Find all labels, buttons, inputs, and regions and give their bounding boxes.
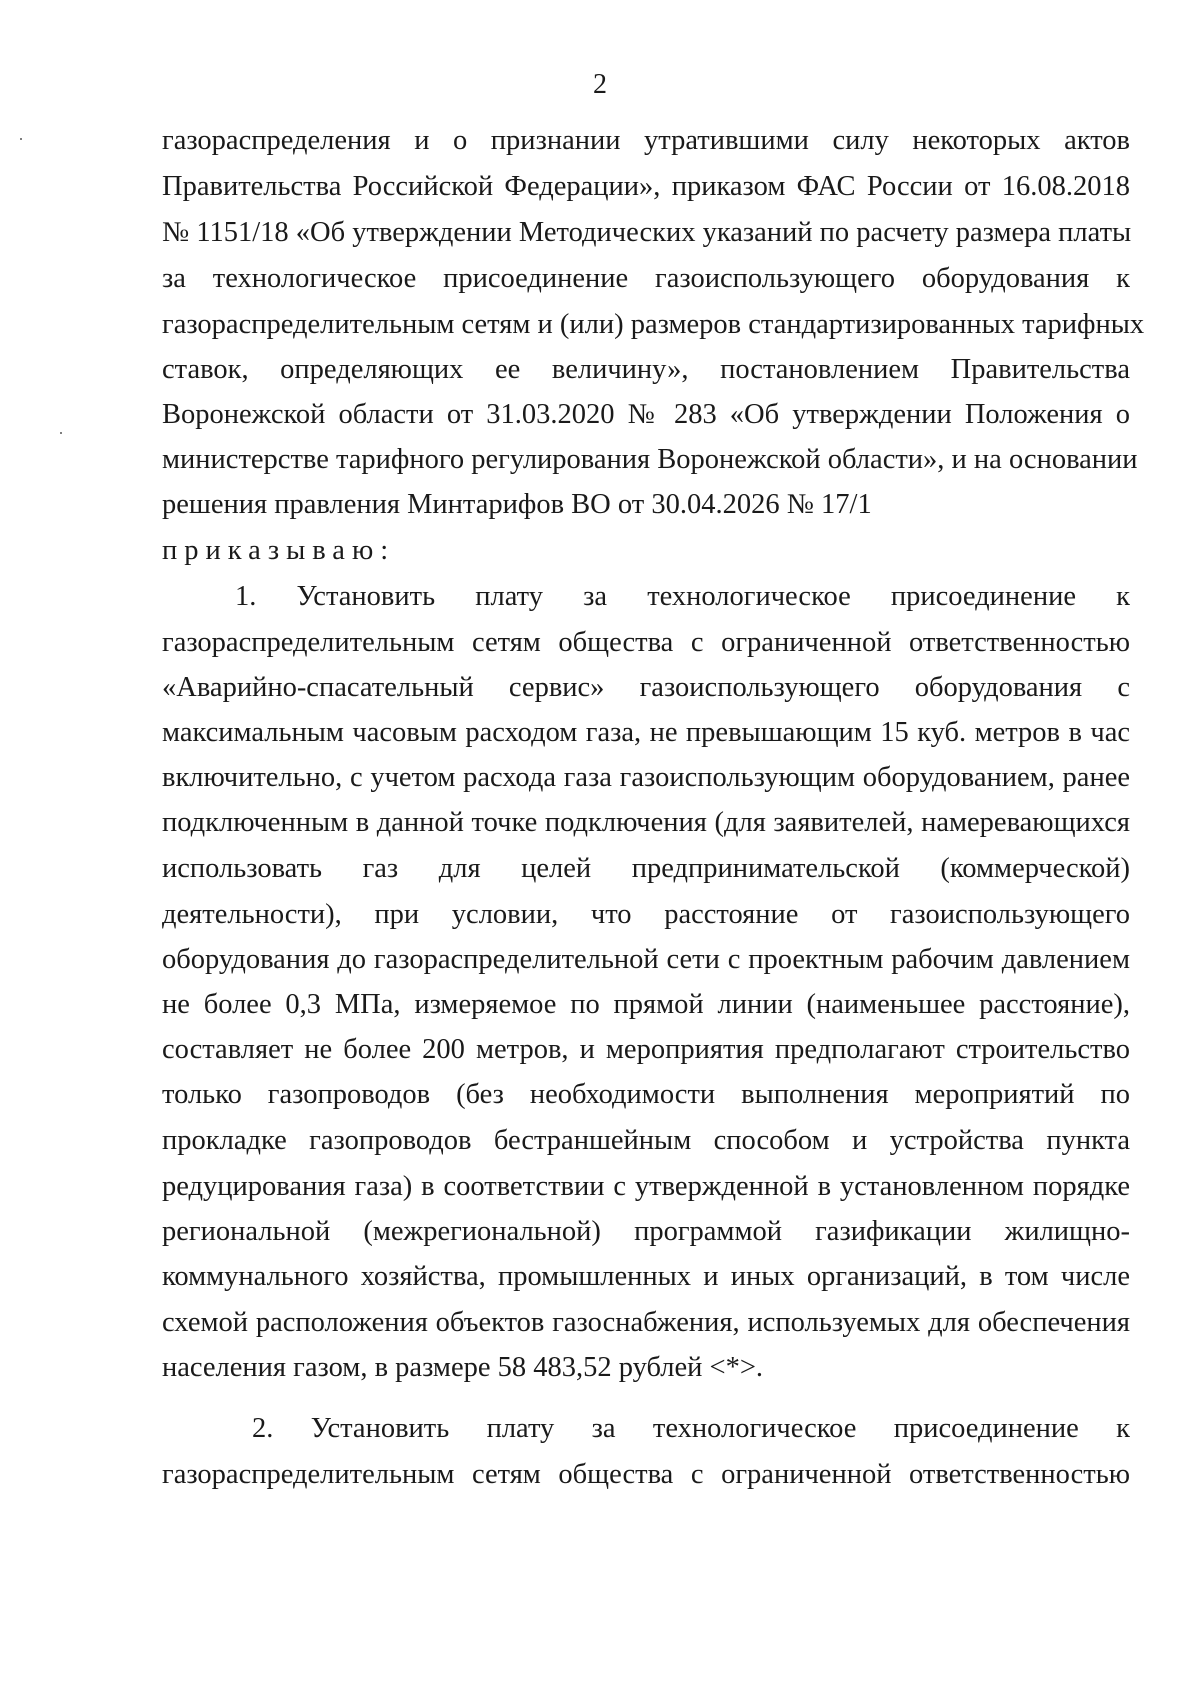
text-line: подключенным в данной точке подключения (для заявителей, намеревающихся (162, 807, 1130, 838)
order-word: приказываю: (162, 535, 396, 566)
text-line: только газопроводов (без необходимости выполнения мероприятий по (162, 1079, 1130, 1110)
text-line: газораспределительным сетям общества с ограниченной ответственностью (162, 627, 1130, 658)
text-line: газораспределительным сетям общества с ограниченной ответственностью (162, 1459, 1130, 1490)
text-line: «Аварийно-спасательный сервис» газоиспользующего оборудования с (162, 672, 1130, 703)
paragraph-1-start: 1. Установить плату за технологическое присоединение к (235, 581, 1130, 612)
text-line: использовать газ для целей предпринимательской (коммерческой) (162, 853, 1130, 884)
paragraph-2-start: 2. Установить плату за технологическое присоединение к (252, 1413, 1130, 1444)
text-line: региональной (межрегиональной) программой газификации жилищно- (162, 1216, 1130, 1247)
text-line: газораспределения и о признании утратившими силу некоторых актов (162, 125, 1130, 156)
text-line: коммунального хозяйства, промышленных и иных организаций, в том числе (162, 1261, 1130, 1292)
text-line: министерстве тарифного регулирования Воронежской области», и на основании (162, 444, 1138, 475)
page-number: 2 (593, 69, 607, 100)
text-line: газораспределительным сетям и (или) размеров стандартизированных тарифных (162, 309, 1145, 340)
text-line: № 1151/18 «Об утверждении Методических указаний по расчету размера платы (162, 217, 1132, 248)
text-line: решения правления Минтарифов ВО от 30.04.2026 № 17/1 (162, 489, 872, 520)
text-line: включительно, с учетом расхода газа газоиспользующим оборудованием, ранее (162, 762, 1130, 793)
text-line: редуцирования газа) в соответствии с утвержденной в установленном порядке (162, 1171, 1130, 1202)
text-line: деятельности), при условии, что расстояние от газоиспользующего (162, 899, 1130, 930)
text-line: Воронежской области от 31.03.2020 № 283 «Об утверждении Положения о (162, 399, 1130, 430)
text-line: не более 0,3 МПа, измеряемое по прямой линии (наименьшее расстояние), (162, 989, 1130, 1020)
text-line: максимальным часовым расходом газа, не превышающим 15 куб. метров в час (162, 717, 1130, 748)
text-line: за технологическое присоединение газоиспользующего оборудования к (162, 263, 1130, 294)
text-line: населения газом, в размере 58 483,52 рублей <*>. (162, 1352, 764, 1383)
scan-speck (60, 432, 62, 434)
scan-speck (20, 138, 22, 140)
text-line: оборудования до газораспределительной сети с проектным рабочим давлением (162, 944, 1130, 975)
text-line: Правительства Российской Федерации», приказом ФАС России от 16.08.2018 (162, 171, 1130, 202)
text-line: составляет не более 200 метров, и мероприятия предполагают строительство (162, 1034, 1130, 1065)
text-line: схемой расположения объектов газоснабжения, используемых для обеспечения (162, 1307, 1130, 1338)
text-line: прокладке газопроводов бестраншейным способом и устройства пункта (162, 1125, 1130, 1156)
text-line: ставок, определяющих ее величину», постановлением Правительства (162, 354, 1130, 385)
